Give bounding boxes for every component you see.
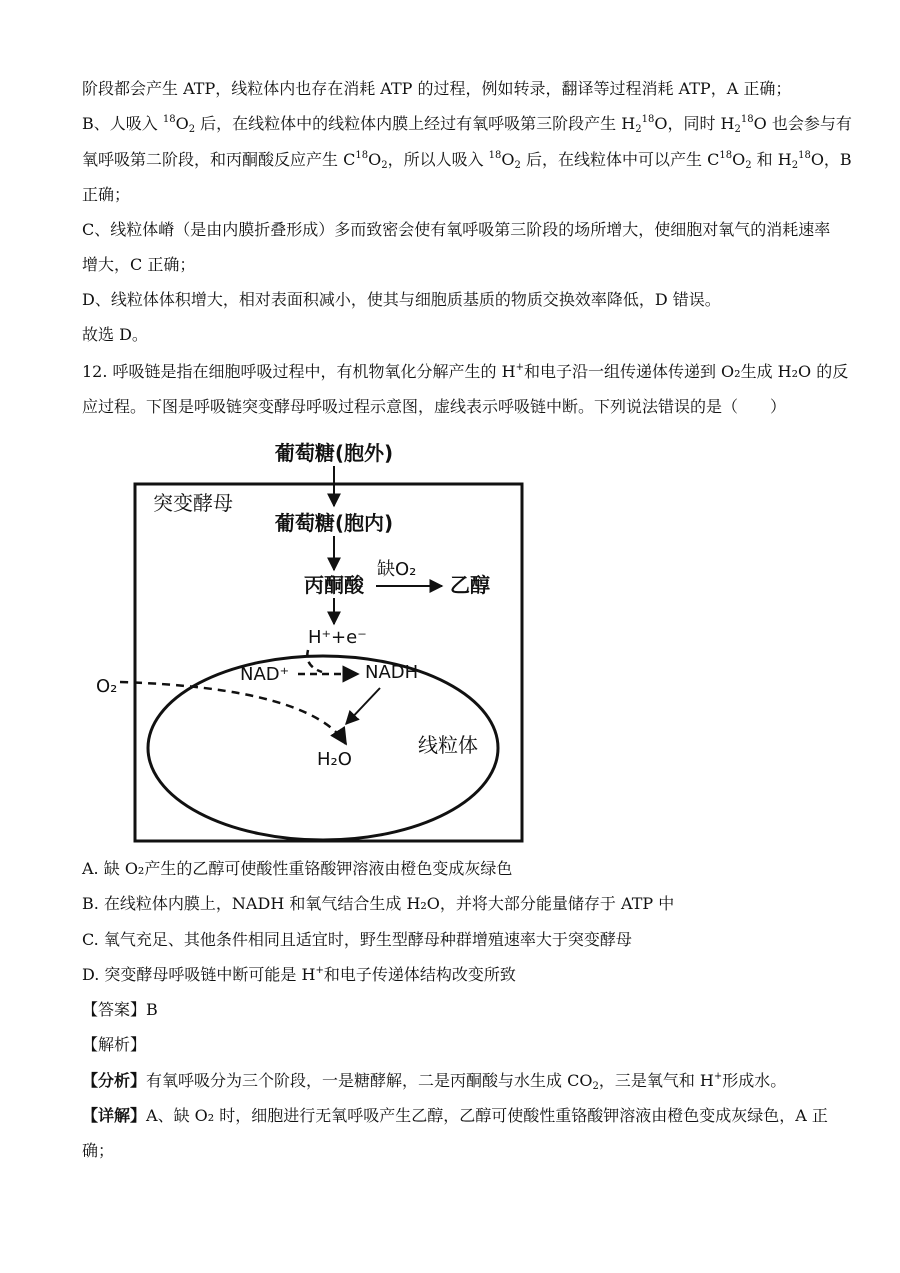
question-stem: 12. 呼吸链是指在细胞呼吸过程中，有机物氧化分解产生的 H+和电子沿一组传递体传递到 O₂生成 H₂O 的反 [82, 362, 849, 381]
text-line: 氧呼吸第二阶段，和丙酮酸反应产生 $C^{18}O_2$，所以人吸入 $^{18}O_2$ 后，在线粒体中可以产生 $C^{18}O_2$ 和 $H_2^{18}O$，B [82, 150, 852, 171]
text-line: 确； [82, 1141, 115, 1160]
mitochondrion-label: 线粒体 [418, 733, 478, 757]
text-line: 阶段都会产生 ATP，线粒体内也存在消耗 ATP 的过程，例如转录，翻译等过程消耗 ATP，A 正确； [82, 79, 792, 98]
option-b: B. 在线粒体内膜上，NADH 和氧气结合生成 H₂O，并将大部分能量储存于 ATP 中 [82, 894, 675, 913]
nad-label: NAD⁺ [240, 664, 290, 685]
respiration-chain-diagram [90, 430, 540, 850]
oxygen-label: O₂ [96, 676, 118, 697]
nadh-label: NADH [365, 662, 419, 683]
arrow-nadh-to-water [346, 688, 380, 724]
option-c: C. 氧气充足、其他条件相同且适宜时，野生型酵母种群增殖速率大于突变酵母 [82, 930, 632, 949]
analysis-heading: 【解析】 [82, 1035, 147, 1054]
text-line: 正确； [82, 185, 131, 204]
answer-label: 【答案】 [82, 1000, 147, 1019]
question-stem: 应过程。下图是呼吸链突变酵母呼吸过程示意图，虚线表示呼吸链中断。下列说法错误的是（ ） [82, 397, 787, 416]
text-line: D、线粒体体积增大，相对表面积减小，使其与细胞质基质的物质交换效率降低，D 错误。 [82, 290, 721, 309]
option-d: D. 突变酵母呼吸链中断可能是 H+和电子传递体结构改变所致 [82, 965, 516, 984]
option-a: A. 缺 O₂产生的乙醇可使酸性重铬酸钾溶液由橙色变成灰绿色 [82, 859, 513, 878]
xiangjie-line [82, 1105, 828, 1127]
mutant-yeast-label: 突变酵母 [153, 491, 233, 515]
xiangjie-label: 【详解】 [82, 1106, 147, 1125]
fenxi-line [82, 1070, 786, 1092]
text-line: B、人吸入 $^{18}O_2$ 后，在线粒体中的线粒体内膜上经过有氧呼吸第三阶段产生 $H_2^{18}O$，同时 $H_2^{18}O$ 也会参与有 [82, 114, 852, 135]
fenxi-label: 【分析】 [82, 1071, 147, 1090]
xiangjie-text: A、缺 O₂ 时，细胞进行无氧呼吸产生乙醇，乙醇可使酸性重铬酸钾溶液由橙色变成灰绿色，A 正 [146, 1106, 828, 1125]
text-line: 增大，C 正确； [82, 255, 196, 274]
glucose-inside-label: 葡萄糖(胞内) [274, 511, 394, 535]
ethanol-label: 乙醇 [450, 573, 490, 597]
cell-boundary [135, 484, 522, 841]
fenxi-text: 有氧呼吸分为三个阶段，一是糖酵解，二是丙酮酸与水生成 $CO_2$，三是氧气和 H+形成水。 [146, 1071, 787, 1092]
h-electron-label: H⁺+e⁻ [308, 627, 367, 648]
water-label: H₂O [317, 749, 352, 770]
glucose-outside-label: 葡萄糖(胞外) [274, 441, 394, 465]
dashed-h-path [307, 650, 322, 672]
answer-value: B [146, 1000, 158, 1019]
dashed-oxygen-path [120, 682, 346, 744]
anaerobic-condition-label: 缺O₂ [377, 559, 417, 580]
text-line: C、线粒体嵴（是由内膜折叠形成）多而致密会使有氧呼吸第三阶段的场所增大，使细胞对氧气的消耗速率 [82, 220, 831, 239]
pyruvate-label: 丙酮酸 [304, 573, 364, 597]
answer-line [82, 999, 158, 1021]
text-line: 故选 D。 [82, 325, 148, 344]
